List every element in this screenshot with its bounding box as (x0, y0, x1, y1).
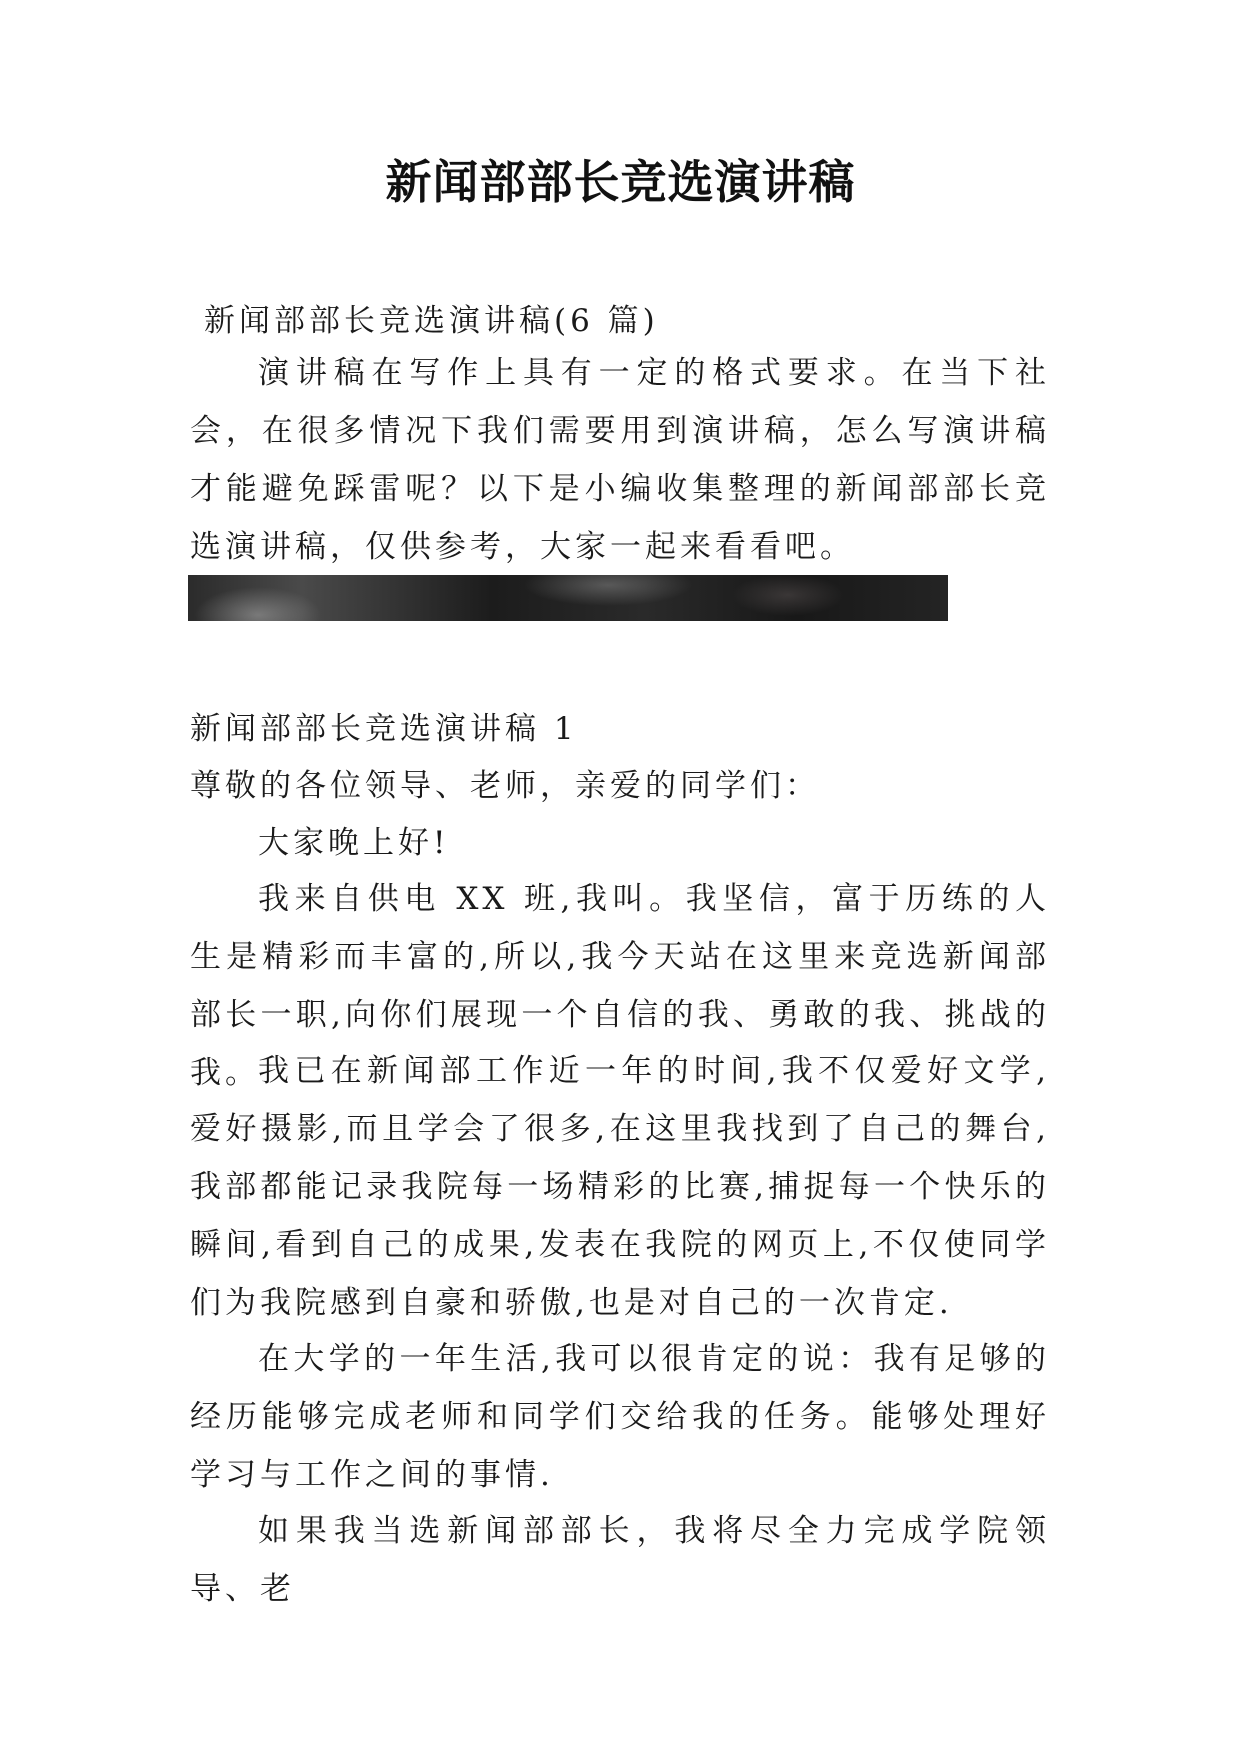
body-paragraph-3: 在大学的一年生活,我可以很肯定的说：我有足够的经历能够完成老师和同学们交给我的任务。能够处理好学习与工作之间的事情. (190, 1341, 1050, 1493)
salutation: 尊敬的各位领导、老师，亲爱的同学们： (190, 768, 820, 804)
document-subtitle: 新闻部部长竞选演讲稿(6 篇) (204, 303, 659, 339)
body-paragraph-1: 我来自供电 XX 班,我叫。我坚信，富于历练的人生是精彩而丰富的,所以,我今天站在这里来竞选新闻部部长一职,向你们展现一个自信的我、勇敢的我、挑战的我。 (190, 881, 1050, 1091)
intro-paragraph: 演讲稿在写作上具有一定的格式要求。在当下社会，在很多情况下我们需要用到演讲稿，怎么写演讲稿才能避免踩雷呢？以下是小编收集整理的新闻部部长竞选演讲稿，仅供参考，大家一起来看看吧。 (190, 355, 1050, 565)
greeting: 大家晚上好! (258, 825, 450, 861)
document-title: 新闻部部长竞选演讲稿 (385, 155, 856, 209)
banner-image (188, 575, 948, 621)
body-paragraph-2: 我已在新闻部工作近一年的时间,我不仅爱好文学,爱好摄影,而且学会了很多,在这里我找到了自己的舞台,我部都能记录我院每一场精彩的比赛,捕捉每一个快乐的瞬间,看到自己的成果,发表在我院的网页上,不仅使同学们为我院感到自豪和骄傲,也是对自己的一次肯定. (190, 1053, 1050, 1321)
section-heading: 新闻部部长竞选演讲稿 1 (190, 711, 578, 747)
body-paragraph-4: 如果我当选新闻部部长，我将尽全力完成学院领导、老 (190, 1513, 1050, 1607)
